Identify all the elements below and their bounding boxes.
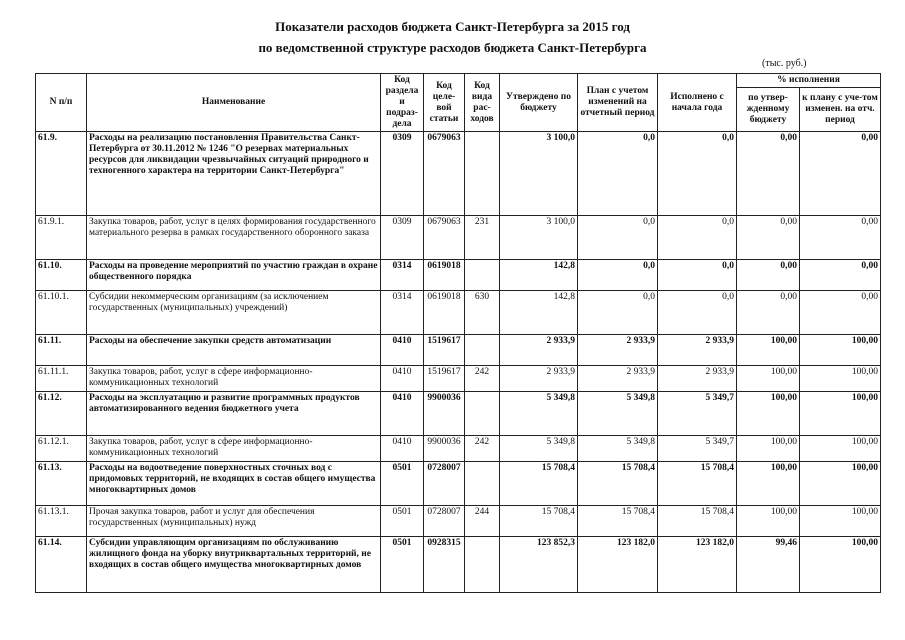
row-pct-plan: 100,00 (800, 366, 881, 392)
header-kod-vida: Код вида рас-ходов (465, 74, 500, 132)
table-row (36, 335, 881, 366)
header-pct-group: % исполнения (737, 74, 881, 88)
row-pct-budget: 99,46 (737, 537, 800, 593)
row-pct-plan: 100,00 (800, 335, 881, 366)
row-kod-statyi: 0619018 (424, 291, 465, 335)
row-kod-vida: 630 (465, 291, 500, 335)
row-name: Расходы на реализацию постановления Правительства Санкт-Петербурга от 30.11.2012 № 1246 "О резервах материальных ресурсов для ликвидации чрезвычайных ситуаций природного и техногенного характера на территории Санкт-Петербурга" (87, 132, 381, 216)
row-kod-vida: 242 (465, 366, 500, 392)
row-pct-plan: 100,00 (800, 537, 881, 593)
row-number: 61.10.1. (36, 291, 87, 335)
row-pct-plan: 100,00 (800, 506, 881, 537)
row-utverzhdeno: 5 349,8 (500, 392, 578, 436)
row-number: 61.12. (36, 392, 87, 436)
header-npp: N п/п (36, 74, 87, 132)
row-kod-razdela: 0410 (381, 335, 424, 366)
row-pct-budget: 0,00 (737, 291, 800, 335)
row-name: Расходы на водоотведение поверхностных сточных вод с придомовых территорий, не входящих в состав общего имущества многоквартирных домов (87, 462, 381, 506)
row-kod-razdela: 0309 (381, 132, 424, 216)
row-kod-razdela: 0501 (381, 462, 424, 506)
row-kod-statyi: 0619018 (424, 260, 465, 291)
row-ispolneno: 2 933,9 (658, 366, 737, 392)
row-plan: 0,0 (578, 260, 658, 291)
row-utverzhdeno: 15 708,4 (500, 462, 578, 506)
row-kod-statyi: 0728007 (424, 462, 465, 506)
row-plan: 0,0 (578, 132, 658, 216)
header-ispolneno: Исполнено с начала года (658, 74, 737, 132)
header-kod-statyi: Код целе-вой статьи (424, 74, 465, 132)
row-utverzhdeno: 3 100,0 (500, 216, 578, 260)
row-utverzhdeno: 2 933,9 (500, 335, 578, 366)
row-plan: 123 182,0 (578, 537, 658, 593)
row-ispolneno: 15 708,4 (658, 506, 737, 537)
table-row (36, 436, 881, 462)
row-ispolneno: 0,0 (658, 132, 737, 216)
row-name: Закупка товаров, работ, услуг в целях формирования государственного материального резерва в рамках государственного оборонного заказа (87, 216, 381, 260)
row-kod-vida: 244 (465, 506, 500, 537)
row-name: Закупка товаров, работ, услуг в сфере информационно-коммуникационных технологий (87, 366, 381, 392)
row-kod-razdela: 0410 (381, 366, 424, 392)
row-kod-statyi: 0728007 (424, 506, 465, 537)
header-kod-razdela: Код раздела и подраз-дела (381, 74, 424, 132)
table-row (36, 132, 881, 216)
row-ispolneno: 15 708,4 (658, 462, 737, 506)
row-plan: 2 933,9 (578, 335, 658, 366)
row-pct-budget: 100,00 (737, 436, 800, 462)
row-plan: 0,0 (578, 291, 658, 335)
row-utverzhdeno: 2 933,9 (500, 366, 578, 392)
row-utverzhdeno: 15 708,4 (500, 506, 578, 537)
row-pct-plan: 100,00 (800, 462, 881, 506)
row-kod-razdela: 0314 (381, 291, 424, 335)
row-name: Субсидии управляющим организациям по обслуживанию жилищного фонда на уборку внутриквартальных территорий, не входящих в состав общего имущества многоквартирных домов (87, 537, 381, 593)
table-row (36, 462, 881, 506)
row-number: 61.10. (36, 260, 87, 291)
table-row (36, 506, 881, 537)
report-title: Показатели расходов бюджета Санкт-Петербурга за 2015 год (275, 19, 630, 34)
row-pct-budget: 0,00 (737, 260, 800, 291)
row-name: Расходы на эксплуатацию и развитие программных продуктов автоматизированного ведения бюджетного учета (87, 392, 381, 436)
row-kod-statyi: 0679063 (424, 216, 465, 260)
row-utverzhdeno: 5 349,8 (500, 436, 578, 462)
row-kod-vida (465, 260, 500, 291)
row-pct-budget: 0,00 (737, 132, 800, 216)
row-kod-statyi: 0679063 (424, 132, 465, 216)
row-number: 61.9. (36, 132, 87, 216)
row-ispolneno: 0,0 (658, 291, 737, 335)
table-row (36, 291, 881, 335)
row-plan: 0,0 (578, 216, 658, 260)
row-kod-vida (465, 462, 500, 506)
row-number: 61.13. (36, 462, 87, 506)
row-kod-razdela: 0501 (381, 537, 424, 593)
row-pct-budget: 100,00 (737, 462, 800, 506)
row-ispolneno: 5 349,7 (658, 392, 737, 436)
table-row (36, 366, 881, 392)
table-body (36, 132, 881, 593)
table-row (36, 392, 881, 436)
row-kod-vida: 231 (465, 216, 500, 260)
row-ispolneno: 123 182,0 (658, 537, 737, 593)
row-name: Расходы на проведение мероприятий по участию граждан в охране общественного порядка (87, 260, 381, 291)
row-pct-budget: 100,00 (737, 506, 800, 537)
row-ispolneno: 2 933,9 (658, 335, 737, 366)
row-pct-budget: 100,00 (737, 392, 800, 436)
header-name: Наименование (87, 74, 381, 132)
row-kod-vida: 242 (465, 436, 500, 462)
row-plan: 15 708,4 (578, 506, 658, 537)
row-name: Прочая закупка товаров, работ и услуг для обеспечения государственных (муниципальных) нужд (87, 506, 381, 537)
row-pct-plan: 0,00 (800, 216, 881, 260)
row-ispolneno: 5 349,7 (658, 436, 737, 462)
row-pct-plan: 100,00 (800, 436, 881, 462)
table-header (36, 74, 881, 132)
row-plan: 5 349,8 (578, 436, 658, 462)
row-kod-statyi: 9900036 (424, 436, 465, 462)
row-utverzhdeno: 123 852,3 (500, 537, 578, 593)
row-number: 61.14. (36, 537, 87, 593)
row-pct-plan: 0,00 (800, 291, 881, 335)
row-kod-statyi: 1519617 (424, 335, 465, 366)
row-kod-statyi: 0928315 (424, 537, 465, 593)
row-kod-razdela: 0410 (381, 436, 424, 462)
row-utverzhdeno: 142,8 (500, 291, 578, 335)
header-pct-plan: к плану с уче-том изменен. на отч. период (800, 88, 881, 132)
row-number: 61.9.1. (36, 216, 87, 260)
row-utverzhdeno: 3 100,0 (500, 132, 578, 216)
row-kod-razdela: 0309 (381, 216, 424, 260)
budget-table (35, 73, 881, 593)
row-number: 61.11. (36, 335, 87, 366)
table-row (36, 537, 881, 593)
row-pct-plan: 0,00 (800, 260, 881, 291)
row-number: 61.12.1. (36, 436, 87, 462)
row-pct-plan: 100,00 (800, 392, 881, 436)
row-name: Субсидии некоммерческим организациям (за исключением государственных (муниципальных) учреждений) (87, 291, 381, 335)
row-ispolneno: 0,0 (658, 216, 737, 260)
header-pct-budget: по утвер-жденному бюджету (737, 88, 800, 132)
row-plan: 15 708,4 (578, 462, 658, 506)
row-utverzhdeno: 142,8 (500, 260, 578, 291)
row-name: Закупка товаров, работ, услуг в сфере информационно-коммуникационных технологий (87, 436, 381, 462)
header-plan: План с учетом изменений на отчетный период (578, 74, 658, 132)
table-row (36, 260, 881, 291)
row-kod-statyi: 1519617 (424, 366, 465, 392)
report-subtitle: по ведомственной структуре расходов бюджета Санкт-Петербурга (258, 40, 647, 55)
row-kod-razdela: 0410 (381, 392, 424, 436)
table-row (36, 216, 881, 260)
row-number: 61.13.1. (36, 506, 87, 537)
row-pct-budget: 0,00 (737, 216, 800, 260)
row-kod-razdela: 0501 (381, 506, 424, 537)
row-kod-vida (465, 132, 500, 216)
row-plan: 5 349,8 (578, 392, 658, 436)
row-plan: 2 933,9 (578, 366, 658, 392)
row-number: 61.11.1. (36, 366, 87, 392)
row-kod-vida (465, 537, 500, 593)
row-ispolneno: 0,0 (658, 260, 737, 291)
row-pct-budget: 100,00 (737, 366, 800, 392)
row-pct-plan: 0,00 (800, 132, 881, 216)
header-utverzhdeno: Утверждено по бюджету (500, 74, 578, 132)
row-kod-vida (465, 392, 500, 436)
row-kod-statyi: 9900036 (424, 392, 465, 436)
row-name: Расходы на обеспечение закупки средств автоматизации (87, 335, 381, 366)
unit-label: (тыс. руб.) (762, 58, 807, 69)
row-kod-razdela: 0314 (381, 260, 424, 291)
row-kod-vida (465, 335, 500, 366)
row-pct-budget: 100,00 (737, 335, 800, 366)
